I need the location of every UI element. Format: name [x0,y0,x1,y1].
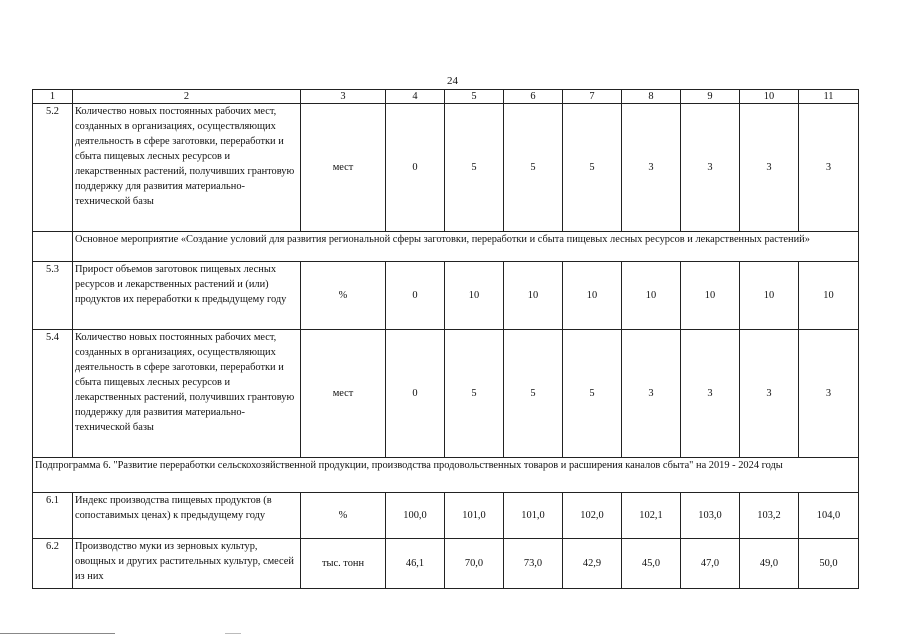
row-number: 6.2 [33,539,73,589]
value-cell: 5 [563,104,622,232]
value-cell: 10 [622,262,681,330]
subprogram-row [33,458,859,493]
value-cell: 0 [386,262,445,330]
indicator-name: Производство муки из зерновых культур, овощных и других растительных культур, смесей из них [73,539,301,589]
value-cell: 5 [445,330,504,458]
scan-artifact-line [225,633,241,634]
value-cell: 10 [740,262,799,330]
value-cell: 10 [445,262,504,330]
row-number: 6.1 [33,493,73,539]
value-cell: 102,0 [563,493,622,539]
header-cell: 4 [386,90,445,104]
value-cell: 5 [563,330,622,458]
value-cell: 3 [681,104,740,232]
header-cell: 9 [681,90,740,104]
indicators-table [32,89,859,589]
value-cell: 3 [740,104,799,232]
value-cell: 3 [799,104,859,232]
row-number: 5.3 [33,262,73,330]
header-cell: 5 [445,90,504,104]
value-cell: 47,0 [681,539,740,589]
unit-cell: мест [301,330,386,458]
header-cell: 7 [563,90,622,104]
header-row [33,90,859,104]
value-cell: 102,1 [622,493,681,539]
value-cell: 10 [799,262,859,330]
table-row [33,493,859,539]
value-cell: 101,0 [504,493,563,539]
value-cell: 0 [386,330,445,458]
indicator-name: Количество новых постоянных рабочих мест, созданных в организациях, осуществляющих деятельность в сфере заготовки, переработки и сбыта пищевых лесных ресурсов и лекарственных растений, получивших грантовую поддержку для развития материально-технической базы [73,330,301,458]
section-row [33,232,859,262]
unit-cell: тыс. тонн [301,539,386,589]
value-cell: 10 [681,262,740,330]
unit-cell: мест [301,104,386,232]
empty-cell [33,232,73,262]
subprogram-title: Подпрограмма 6. "Развитие переработки сельскохозяйственной продукции, производства продовольственных товаров и расширения каналов сбыта" на 2019 - 2024 годы [33,458,859,493]
indicator-name: Прирост объемов заготовок пищевых лесных ресурсов и лекарственных растений и (или) продуктов их переработки к предыдущему году [73,262,301,330]
value-cell: 5 [504,104,563,232]
value-cell: 5 [445,104,504,232]
value-cell: 10 [563,262,622,330]
value-cell: 73,0 [504,539,563,589]
header-cell: 11 [799,90,859,104]
value-cell: 3 [740,330,799,458]
unit-cell: % [301,262,386,330]
value-cell: 46,1 [386,539,445,589]
value-cell: 5 [504,330,563,458]
header-cell: 3 [301,90,386,104]
indicator-name: Индекс производства пищевых продуктов (в сопоставимых ценах) к предыдущему году [73,493,301,539]
value-cell: 50,0 [799,539,859,589]
section-title: Основное мероприятие «Создание условий для развития региональной сферы заготовки, переработки и сбыта пищевых лесных ресурсов и лекарственных растений» [73,232,859,262]
table-row [33,330,859,458]
value-cell: 70,0 [445,539,504,589]
header-cell: 10 [740,90,799,104]
value-cell: 3 [681,330,740,458]
value-cell: 104,0 [799,493,859,539]
value-cell: 103,0 [681,493,740,539]
value-cell: 3 [622,104,681,232]
header-cell: 8 [622,90,681,104]
value-cell: 103,2 [740,493,799,539]
row-number: 5.2 [33,104,73,232]
table-row [33,539,859,589]
table-row [33,262,859,330]
unit-cell: % [301,493,386,539]
header-cell: 2 [73,90,301,104]
value-cell: 3 [799,330,859,458]
header-cell: 6 [504,90,563,104]
value-cell: 101,0 [445,493,504,539]
value-cell: 42,9 [563,539,622,589]
header-cell: 1 [33,90,73,104]
indicator-name: Количество новых постоянных рабочих мест, созданных в организациях, осуществляющих деятельность в сфере заготовки, переработки и сбыта пищевых лесных ресурсов и лекарственных растений, получивших грантовую поддержку для развития материально-технической базы [73,104,301,232]
value-cell: 100,0 [386,493,445,539]
value-cell: 3 [622,330,681,458]
row-number: 5.4 [33,330,73,458]
value-cell: 0 [386,104,445,232]
table-row [33,104,859,232]
page-number: 24 [447,75,458,87]
value-cell: 10 [504,262,563,330]
scan-artifact-line [0,633,115,634]
value-cell: 49,0 [740,539,799,589]
value-cell: 45,0 [622,539,681,589]
